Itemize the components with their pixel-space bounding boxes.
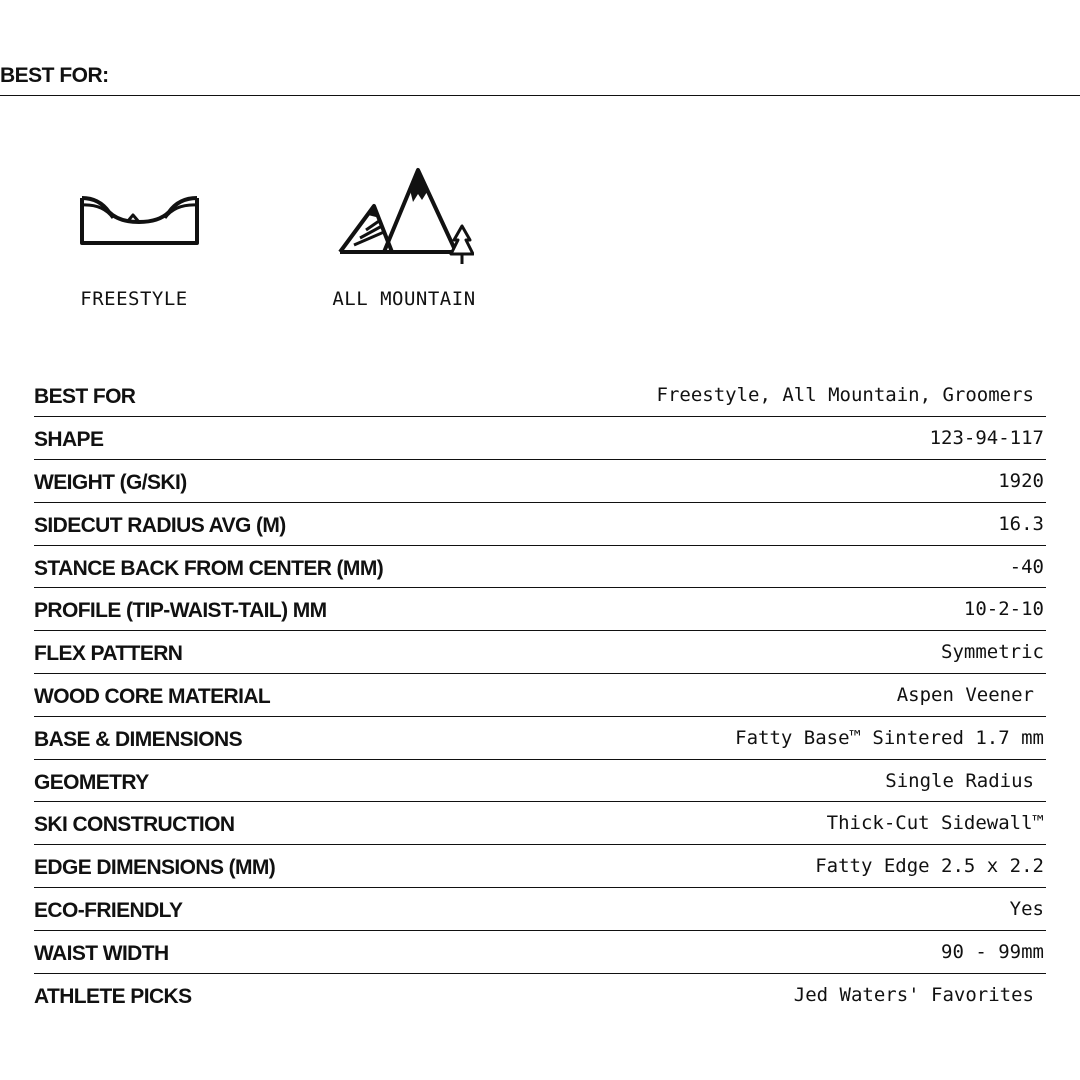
all-mountain-category bbox=[304, 160, 504, 310]
spec-value: Aspen Veener bbox=[512, 674, 1046, 717]
halfpipe-icon bbox=[69, 160, 199, 250]
spec-row bbox=[34, 631, 1046, 674]
spec-label: SHAPE bbox=[34, 417, 512, 460]
spec-label: SKI CONSTRUCTION bbox=[34, 802, 512, 845]
spec-label: BEST FOR bbox=[34, 374, 512, 417]
spec-row bbox=[34, 930, 1046, 973]
spec-row bbox=[34, 588, 1046, 631]
spec-value: Jed Waters' Favorites bbox=[793, 983, 1034, 1006]
spec-label: WOOD CORE MATERIAL bbox=[34, 674, 512, 717]
spec-value: 1920 bbox=[512, 460, 1046, 503]
spec-value: Fatty Edge 2.5 x 2.2 bbox=[512, 845, 1046, 888]
spec-label: PROFILE (TIP-WAIST-TAIL) MM bbox=[34, 588, 512, 631]
spec-value: Fatty Base™ Sintered 1.7 mm bbox=[512, 716, 1046, 759]
spec-value: -40 bbox=[512, 545, 1046, 588]
spec-value: Yes bbox=[512, 888, 1046, 931]
spec-row bbox=[34, 674, 1046, 717]
spec-value: Thick-Cut Sidewall™ bbox=[512, 802, 1046, 845]
spec-value: 16.3 bbox=[512, 502, 1046, 545]
spec-label: WAIST WIDTH bbox=[34, 930, 512, 973]
spec-value: Symmetric bbox=[512, 631, 1046, 674]
all-mountain-label: ALL MOUNTAIN bbox=[332, 288, 476, 310]
spec-label: FLEX PATTERN bbox=[34, 631, 512, 674]
spec-row bbox=[34, 545, 1046, 588]
spec-row bbox=[34, 716, 1046, 759]
spec-row bbox=[34, 888, 1046, 931]
spec-value: 123-94-117 bbox=[512, 417, 1046, 460]
spec-row bbox=[34, 374, 1046, 417]
spec-label: SIDECUT RADIUS AVG (M) bbox=[34, 502, 512, 545]
best-for-heading: BEST FOR: bbox=[0, 64, 109, 87]
spec-row bbox=[34, 502, 1046, 545]
spec-label: WEIGHT (G/SKI) bbox=[34, 460, 512, 503]
spec-row bbox=[34, 845, 1046, 888]
freestyle-category bbox=[34, 160, 234, 310]
spec-label: ECO-FRIENDLY bbox=[34, 888, 512, 931]
heading-divider bbox=[0, 95, 1080, 96]
spec-label: STANCE BACK FROM CENTER (MM) bbox=[34, 545, 512, 588]
freestyle-label: FREESTYLE bbox=[80, 288, 188, 310]
spec-label: ATHLETE PICKS bbox=[34, 984, 192, 1008]
mountain-icon bbox=[334, 160, 474, 270]
spec-label: EDGE DIMENSIONS (MM) bbox=[34, 845, 512, 888]
spec-row bbox=[34, 460, 1046, 503]
spec-row bbox=[34, 973, 1046, 1016]
spec-label: BASE & DIMENSIONS bbox=[34, 716, 512, 759]
spec-row bbox=[34, 417, 1046, 460]
spec-value: 10-2-10 bbox=[512, 588, 1046, 631]
spec-value: Freestyle, All Mountain, Groomers bbox=[512, 374, 1046, 417]
spec-value: Single Radius bbox=[512, 759, 1046, 802]
spec-label: GEOMETRY bbox=[34, 759, 512, 802]
spec-row bbox=[34, 802, 1046, 845]
spec-value: 90 - 99mm bbox=[512, 930, 1046, 973]
spec-row bbox=[34, 759, 1046, 802]
spec-table bbox=[34, 374, 1046, 1016]
